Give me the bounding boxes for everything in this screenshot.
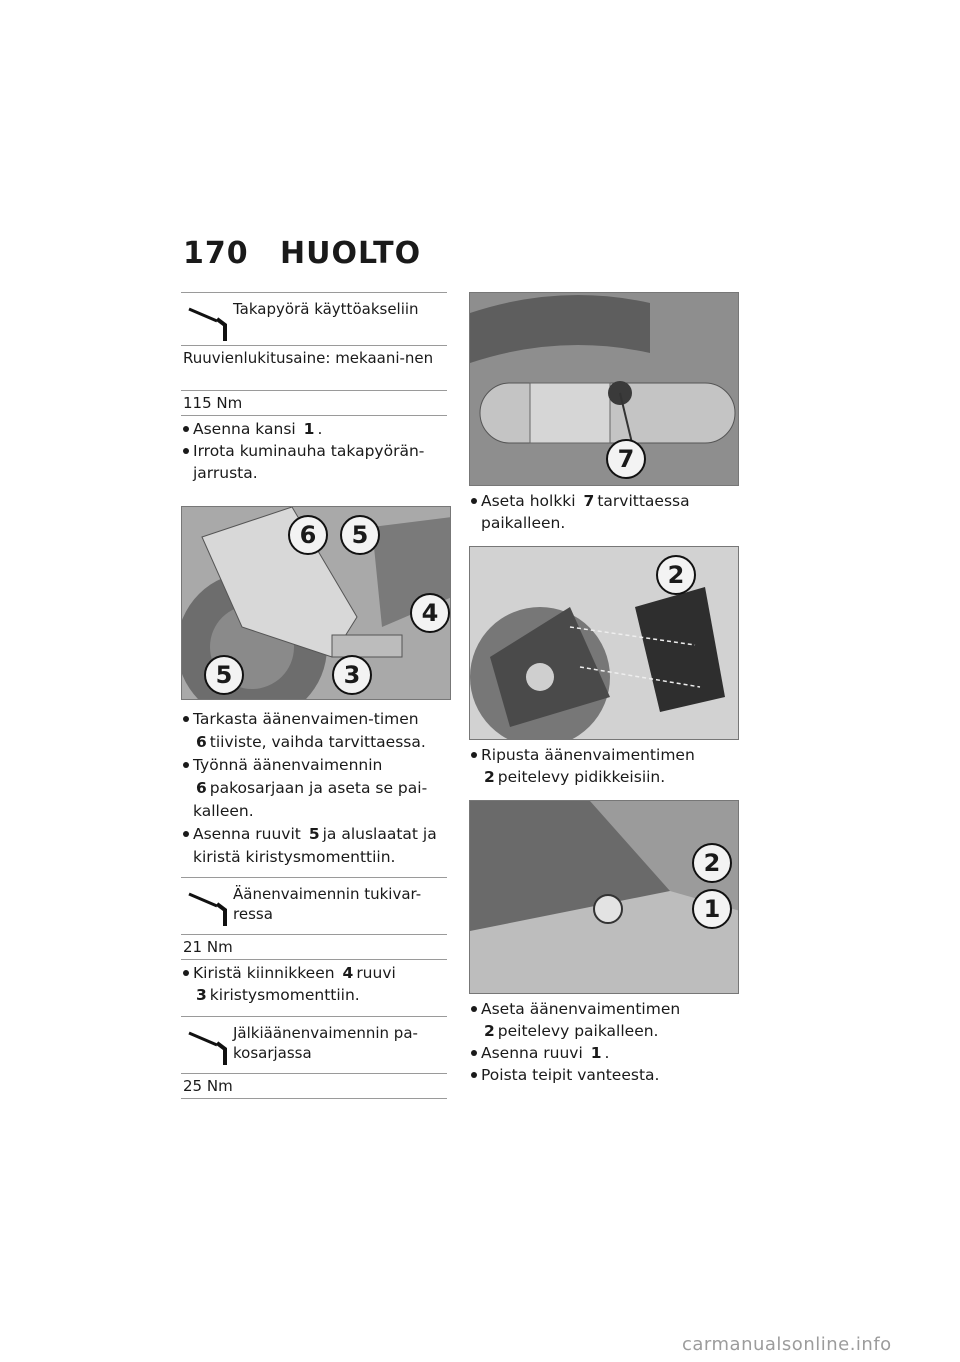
spec-row: 115 Nm [181, 391, 447, 416]
callout-2: 2 [692, 843, 732, 883]
torque-spec-box [181, 1016, 447, 1099]
callout-2: 2 [656, 555, 696, 595]
list-item: Irrota kuminauha takapyörän-jarrusta. [181, 440, 447, 484]
instruction-list [181, 418, 447, 484]
instruction-list [469, 490, 735, 534]
right-column [469, 292, 735, 1086]
cover-plate-photo [469, 546, 739, 740]
torque-wrench-icon [187, 303, 231, 343]
page-number: 170 [183, 236, 249, 271]
callout-5: 5 [340, 515, 380, 555]
list-item: Aseta holkki 7 tarvittaessa paikalleen. [469, 490, 735, 534]
spec-title: Äänenvaimennin tukivar-ressa [233, 885, 422, 923]
watermark: carmanualsonline.info [682, 1334, 892, 1355]
section-title: HUOLTO [280, 236, 422, 271]
instruction-list [181, 708, 447, 869]
torque-spec-box [181, 877, 447, 960]
list-item: Asenna ruuvit 5 ja aluslaatat ja kiristä kiristysmomenttiin. [181, 823, 447, 869]
torque-spec-box [181, 292, 447, 416]
callout-5b: 5 [204, 655, 244, 695]
callout-3: 3 [332, 655, 372, 695]
instruction-list [469, 998, 735, 1086]
list-item: Ripusta äänenvaimentimen 2 peitelevy pidikkeisiin. [469, 744, 735, 788]
cover-screw-photo [469, 800, 739, 994]
instruction-list [181, 962, 447, 1006]
callout-7: 7 [606, 439, 646, 479]
list-item: Aseta äänenvaimentimen 2 peitelevy paikalleen. [469, 998, 735, 1042]
spec-row: 25 Nm [181, 1074, 447, 1099]
callout-6: 6 [288, 515, 328, 555]
torque-wrench-icon [187, 888, 231, 928]
spec-title: Jälkiäänenvaimennin pa-kosarjassa [233, 1024, 418, 1062]
spec-row: 21 Nm [181, 935, 447, 960]
list-item: Poista teipit vanteesta. [469, 1064, 735, 1086]
callout-1: 1 [692, 889, 732, 929]
spec-row: Ruuvienlukitusaine: mekaani-nen [181, 346, 447, 391]
list-item: Tarkasta äänenvaimen-timen 6 tiiviste, vaihda tarvittaessa. [181, 708, 447, 754]
list-item: Työnnä äänenvaimennin 6 pakosarjaan ja aseta se pai-kalleen. [181, 754, 447, 823]
page-header [183, 236, 421, 271]
exhaust-photo [181, 506, 451, 700]
instruction-list [469, 744, 735, 788]
torque-wrench-icon [187, 1027, 231, 1067]
list-item: Asenna kansi 1 . [181, 418, 447, 440]
sleeve-photo [469, 292, 739, 486]
spec-title: Takapyörä käyttöakseliin [233, 300, 419, 318]
callout-4: 4 [410, 593, 450, 633]
list-item: Kiristä kiinnikkeen 4 ruuvi 3 kiristysmomenttiin. [181, 962, 447, 1006]
left-column [181, 292, 447, 1099]
list-item: Asenna ruuvi 1 . [469, 1042, 735, 1064]
